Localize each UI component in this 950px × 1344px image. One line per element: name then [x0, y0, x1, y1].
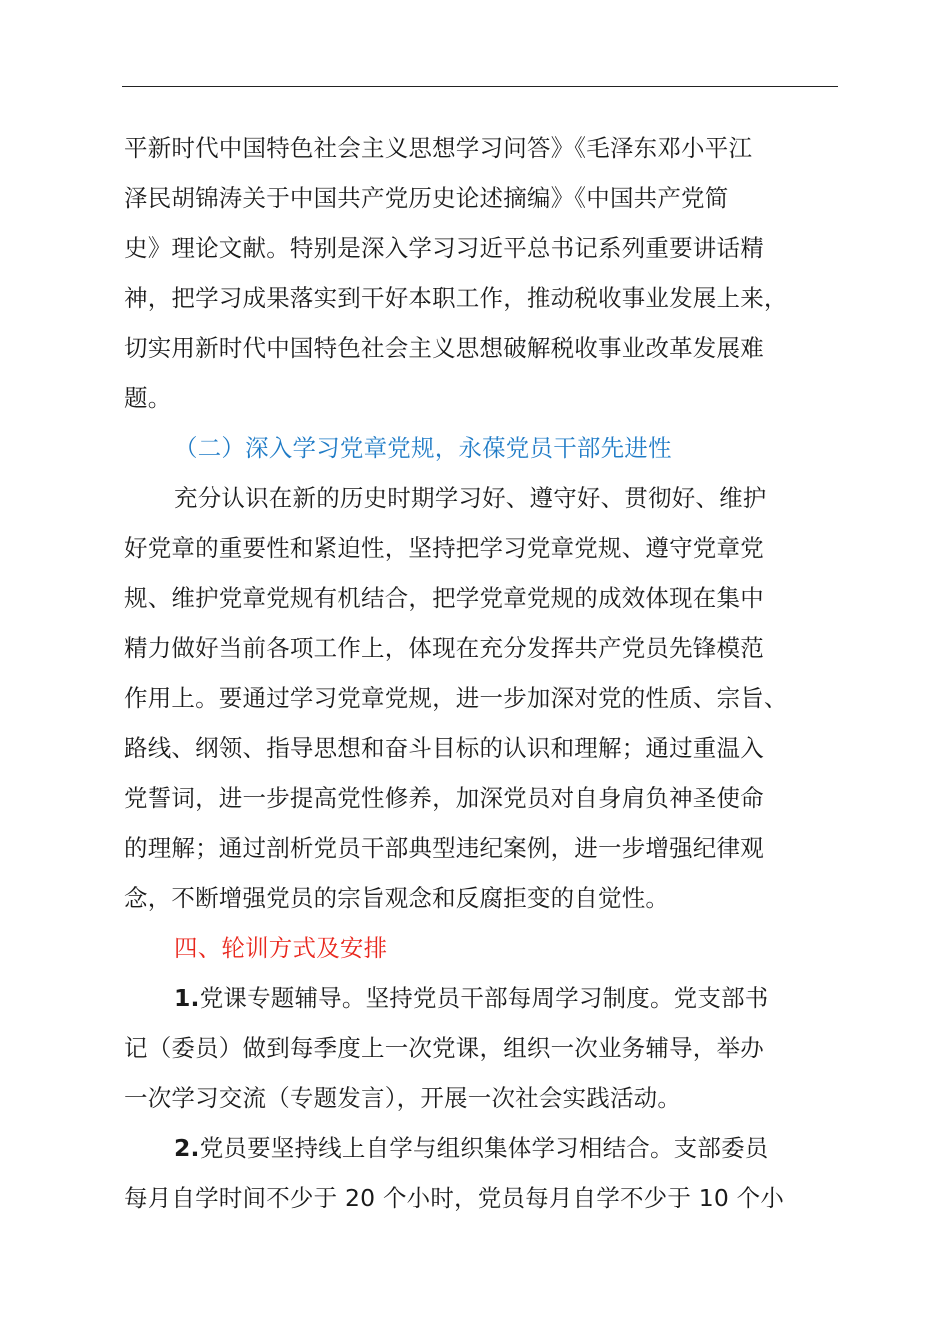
header-rule [122, 86, 838, 87]
document-body [124, 123, 838, 1223]
text-line: 题。 [124, 384, 172, 412]
text-line: 党誓词，进一步提高党性修养，加深党员对自身肩负神圣使命 [124, 784, 764, 812]
item-1 [124, 973, 838, 1123]
text-line: 平新时代中国特色社会主义思想学习问答》《毛泽东邓小平江 [124, 134, 753, 162]
text-line: 规、维护党章党规有机结合，把学党章党规的成效体现在集中 [124, 584, 764, 612]
text-line: 每月自学时间不少于 20 个小时，党员每月自学不少于 10 个小 [124, 1184, 785, 1212]
text-line: 记（委员）做到每季度上一次党课，组织一次业务辅导，举办 [124, 1034, 764, 1062]
paragraph-2 [124, 473, 838, 923]
subheading-2: （二）深入学习党章党规，永葆党员干部先进性 [174, 434, 672, 462]
item-2 [124, 1123, 838, 1223]
text-line: 史》理论文献。特别是深入学习习近平总书记系列重要讲话精 [124, 234, 764, 262]
section-4-heading: 四、轮训方式及安排 [174, 934, 388, 962]
text-line: 的理解；通过剖析党员干部典型违纪案例，进一步增强纪律观 [124, 834, 764, 862]
text-line [124, 1123, 838, 1173]
item-number: 1. [174, 984, 200, 1012]
text-line: 路线、纲领、指导思想和奋斗目标的认识和理解；通过重温入 [124, 734, 764, 762]
text-line: 好党章的重要性和紧迫性，坚持把学习党章党规、遵守党章党 [124, 534, 764, 562]
item-text: 党员要坚持线上自学与组织集体学习相结合。支部委员 [199, 1134, 769, 1162]
text-line [124, 973, 838, 1023]
text-line: 充分认识在新的历史时期学习好、遵守好、贯彻好、维护 [174, 484, 767, 512]
text-line: 精力做好当前各项工作上，体现在充分发挥共产党员先锋模范 [124, 634, 764, 662]
text-line: 作用上。要通过学习党章党规，进一步加深对党的性质、宗旨、 [124, 684, 788, 712]
text-line: 一次学习交流（专题发言），开展一次社会实践活动。 [124, 1084, 682, 1112]
text-line: 切实用新时代中国特色社会主义思想破解税收事业改革发展难 [124, 334, 764, 362]
paragraph-1 [124, 123, 838, 423]
text-line: 神，把学习成果落实到干好本职工作，推动税收事业发展上来， [124, 284, 788, 312]
text-line: 念，不断增强党员的宗旨观念和反腐拒变的自觉性。 [124, 884, 670, 912]
item-number: 2. [174, 1134, 200, 1162]
item-text: 党课专题辅导。坚持党员干部每周学习制度。党支部书 [199, 984, 769, 1012]
text-line: 泽民胡锦涛关于中国共产党历史论述摘编》《中国共产党简 [124, 184, 729, 212]
